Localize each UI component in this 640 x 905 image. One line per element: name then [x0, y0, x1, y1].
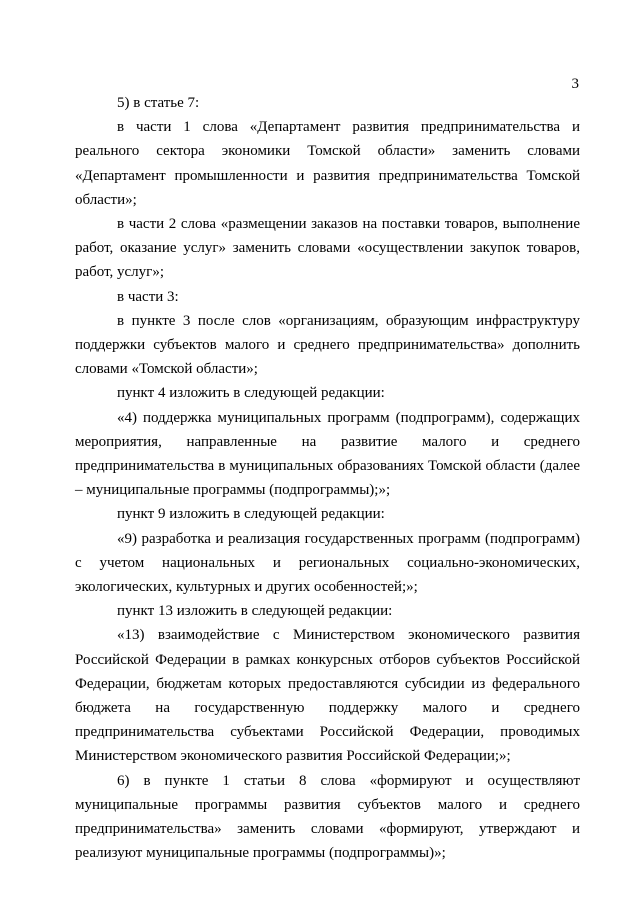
paragraph-item-13-text: «13) взаимодействие с Министерством экономического развития Российской Федерации в рамках конкурсных отборов субъектов Российской Федерации, бюджетам которых предоставляются субсидии из федерального бюджета на государственную поддержку малого и среднего предпринимательства субъектами Российской Федерации, проводимых Министерством экономического развития Российской Федерации;»;: [75, 627, 580, 765]
paragraph-part-3-heading: в части 3:: [117, 288, 179, 305]
paragraph-item-4-heading: пункт 4 изложить в следующей редакции:: [117, 385, 385, 402]
document-body: [75, 91, 580, 866]
paragraph-part-1-amendment: в части 1 слова «Департамент развития предпринимательства и реального сектора экономики Томской области» заменить словами «Департамент промышленности и развития предпринимательства Томской области»;: [75, 119, 580, 208]
paragraph-item-13-heading: пункт 13 изложить в следующей редакции:: [117, 603, 393, 620]
paragraph-part-2-amendment: в части 2 слова «размещении заказов на поставки товаров, выполнение работ, оказание услуг» заменить словами «осуществлении закупок товаров, работ, услуг»;: [75, 216, 580, 281]
paragraph-item-3-amendment: в пункте 3 после слов «организациям, образующим инфраструктуру поддержки субъектов малого и среднего предпринимательства» дополнить словами «Томской области»;: [75, 312, 580, 378]
paragraph-article-8-amendment: 6) в пункте 1 статьи 8 слова «формируют и осуществляют муниципальные программы развития субъектов малого и среднего предпринимательства» заменить словами «формируют, утверждают и реализуют муниципальные программы (подпрограммы)»;: [75, 772, 580, 862]
paragraph-item-4-text: «4) поддержка муниципальных программ (подпрограмм), содержащих мероприятия, направленные на развитие малого и среднего предпринимательства в муниципальных образованиях Томской области (далее – муниципальные программы (подпрограммы);»;: [75, 409, 580, 499]
paragraph-item-9-heading: пункт 9 изложить в следующей редакции:: [117, 506, 385, 523]
paragraph-article-7-heading: 5) в статье 7:: [117, 95, 200, 111]
page-number: 3: [571, 76, 579, 92]
paragraph-item-9-text: «9) разработка и реализация государственных программ (подпрограмм) с учетом национальных и региональных социально-экономических, экологических, культурных и других особенностей;»;: [75, 530, 580, 596]
